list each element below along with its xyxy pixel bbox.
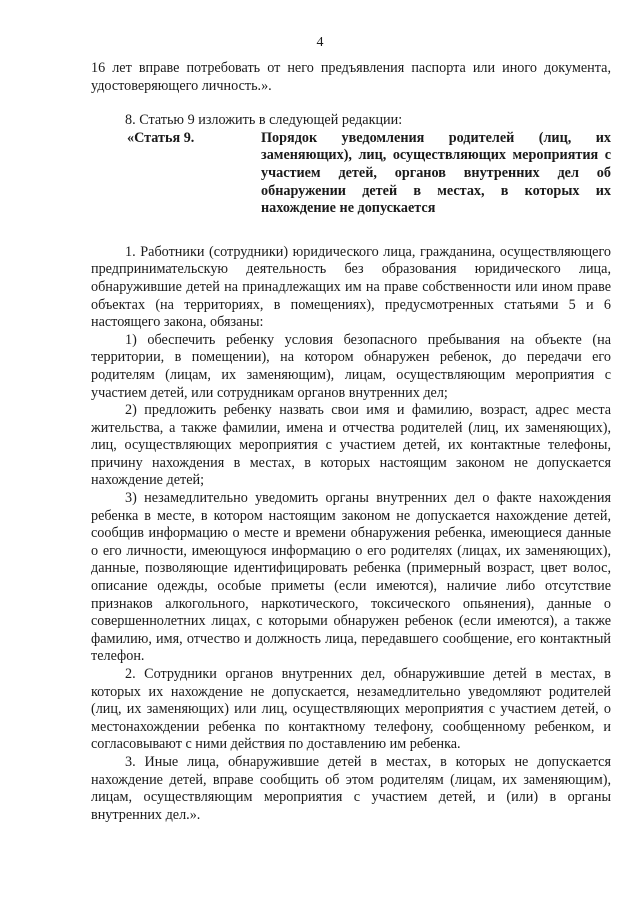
article-heading	[127, 130, 611, 218]
subparagraph-3: 3) незамедлительно уведомить органы внутренних дел о факте нахождения ребенка в месте, в котором настоящим законом не допускается нахождение детей, сообщив информацию о месте и времени обнаружения ребенка, имеющиеся данные о его личности, имеющуюся информацию о его родителях (лицах, их заменяющих), данные, позволяющие идентифицировать ребенка (примерный возраст, цвет волос, описание одежды, особые приметы (если имеются), наличие либо отсутствие признаков алкогольного, наркотического, токсического опьянения), данные о совершеннолетних лицах, с которыми обнаружен ребенок (если имеются), а также фамилию, имя, отчество и должность лица, передавшего сообщение, его контактный телефон.	[91, 490, 611, 665]
article-title: Порядок уведомления родителей (лиц, их заменяющих), лиц, осуществляющих мероприятия с участием детей, органов внутренних дел об обнаружении детей в местах, в которых их нахождение не допускается	[261, 129, 611, 217]
paragraph-3: 3. Иные лица, обнаружившие детей в местах, в которых не допускается нахождение детей, вправе сообщить об этом родителям (лицам, их заменяющим), лицам, осуществляющим мероприятия с участием детей, и (или) в органы внутренних дел.».	[91, 753, 611, 823]
amendment-intro: 8. Статью 9 изложить в следующей редакции:	[125, 112, 403, 129]
paragraph-1: 1. Работники (сотрудники) юридического лица, гражданина, осуществляющего предпринимательскую деятельность без образования юридического лица, обнаружившие детей на принадлежащих им на праве собственности или ином праве объектах (на территориях, в помещениях), предусмотренных статьями 5 и 6 настоящего закона, обязаны:	[91, 243, 611, 331]
page-number: 4	[316, 35, 324, 50]
document-body	[91, 60, 611, 824]
continuation-text: 16 лет вправе потребовать от него предъявления паспорта или иного документа, удостоверяющего личность.».	[91, 60, 611, 94]
subparagraph-2: 2) предложить ребенку назвать свои имя и фамилию, возраст, адрес места жительства, а также фамилии, имена и отчества родителей (лиц, их заменяющих), лиц, осуществляющих мероприятия с участием детей, их контактные телефоны, причину нахождения в местах, в которых настоящим законом не допускается нахождение детей;	[91, 402, 611, 489]
subparagraph-1: 1) обеспечить ребенку условия безопасного пребывания на объекте (на территории, в помещении), на котором обнаружен ребенок, до передачи его родителям (лицам, их заменяющим), лицам, осуществляющим мероприятия с участием детей, или сотрудникам органов внутренних дел;	[91, 331, 611, 401]
paragraph-2: 2. Сотрудники органов внутренних дел, обнаружившие детей в местах, в которых их нахождение не допускается, незамедлительно уведомляют родителей (лиц, их заменяющих) или лиц, осуществляющих мероприятия с участием детей, о местонахождении ребенка по контактному телефону, сообщенному ребенком, и согласовывают с ними действия по доставлению им ребенка.	[91, 666, 611, 753]
article-number: «Статья 9.	[127, 129, 195, 146]
